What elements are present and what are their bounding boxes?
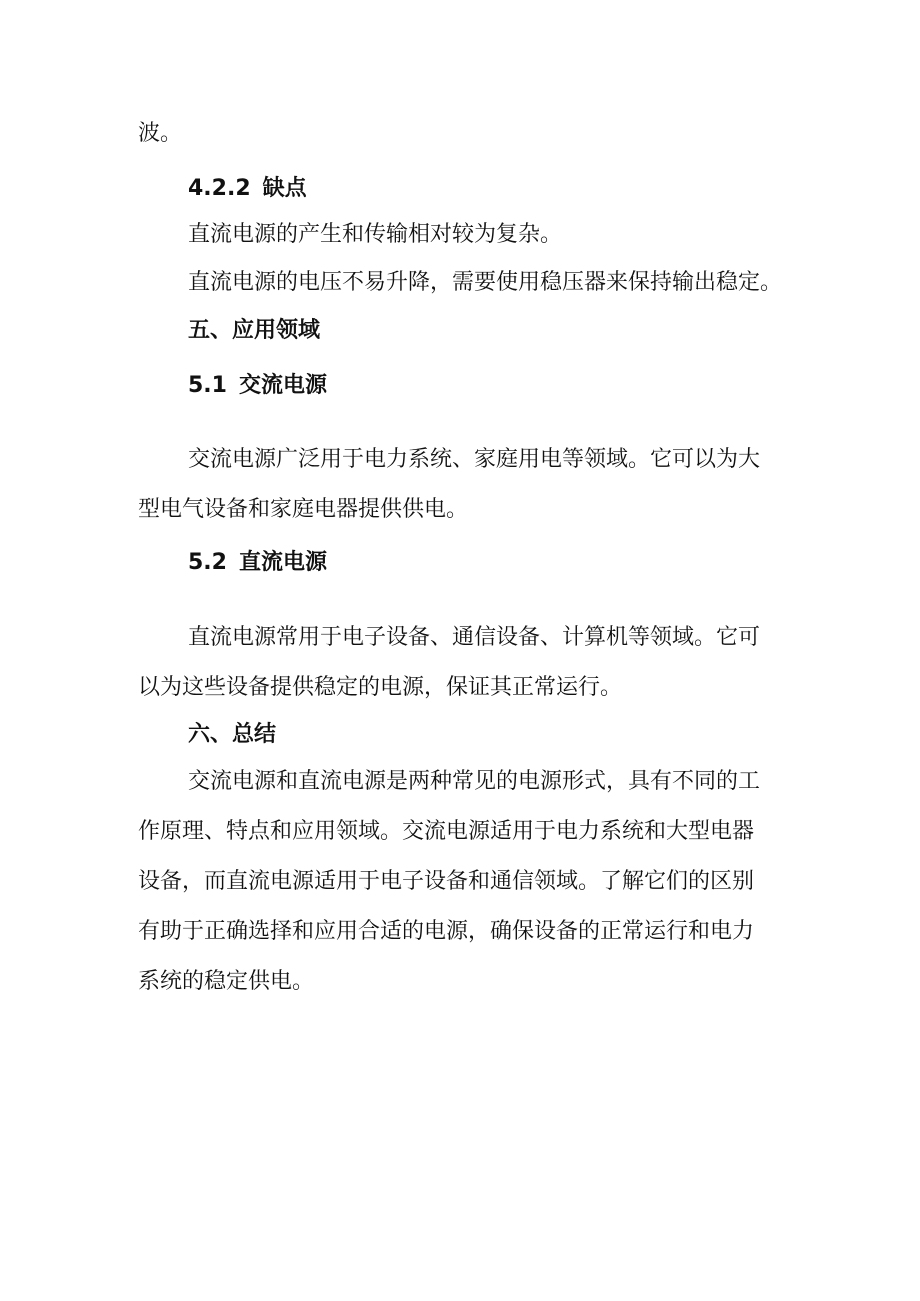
paragraph-line: 交流电源和直流电源是两种常见的电源形式，具有不同的工 [188,769,761,794]
heading-4-2-2-number: 4.2.2 [188,176,251,201]
heading-section-6: 六、总结 [188,722,277,747]
heading-section-5: 五、应用领域 [188,318,321,343]
paragraph-line: 以为这些设备提供稳定的电源，保证其正常运行。 [138,675,623,700]
paragraph-4-2-2-2: 直流电源的电压不易升降，需要使用稳压器来保持输出稳定。 [188,270,783,295]
paragraph-line: 有助于正确选择和应用合适的电源，确保设备的正常运行和电力 [138,919,755,944]
heading-4-2-2 [188,176,307,202]
paragraph-line: 设备，而直流电源适用于电子设备和通信领域。了解它们的区别 [138,869,755,894]
paragraph-line: 型电气设备和家庭电器提供供电。 [138,497,469,522]
paragraph-line: 交流电源广泛用于电力系统、家庭用电等领域。它可以为大 [188,447,761,472]
paragraph-line: 作原理、特点和应用领域。交流电源适用于电力系统和大型电器 [138,819,755,844]
heading-5-2 [188,550,327,576]
paragraph-4-2-2-1: 直流电源的产生和传输相对较为复杂。 [188,222,563,247]
heading-5-2-number: 5.2 [188,550,227,575]
heading-5-1-title: 交流电源 [238,373,327,398]
heading-5-1 [188,373,327,399]
paragraph-line: 系统的稳定供电。 [138,969,315,994]
paragraph-line: 直流电源常用于电子设备、通信设备、计算机等领域。它可 [188,625,761,650]
heading-5-1-number: 5.1 [188,373,227,398]
paragraph-6 [138,769,788,1019]
continuation-text: 波。 [138,121,183,146]
heading-4-2-2-title: 缺点 [262,176,307,201]
paragraph-5-2 [138,625,788,725]
paragraph-5-1 [138,447,788,547]
heading-5-2-title: 直流电源 [238,550,327,575]
